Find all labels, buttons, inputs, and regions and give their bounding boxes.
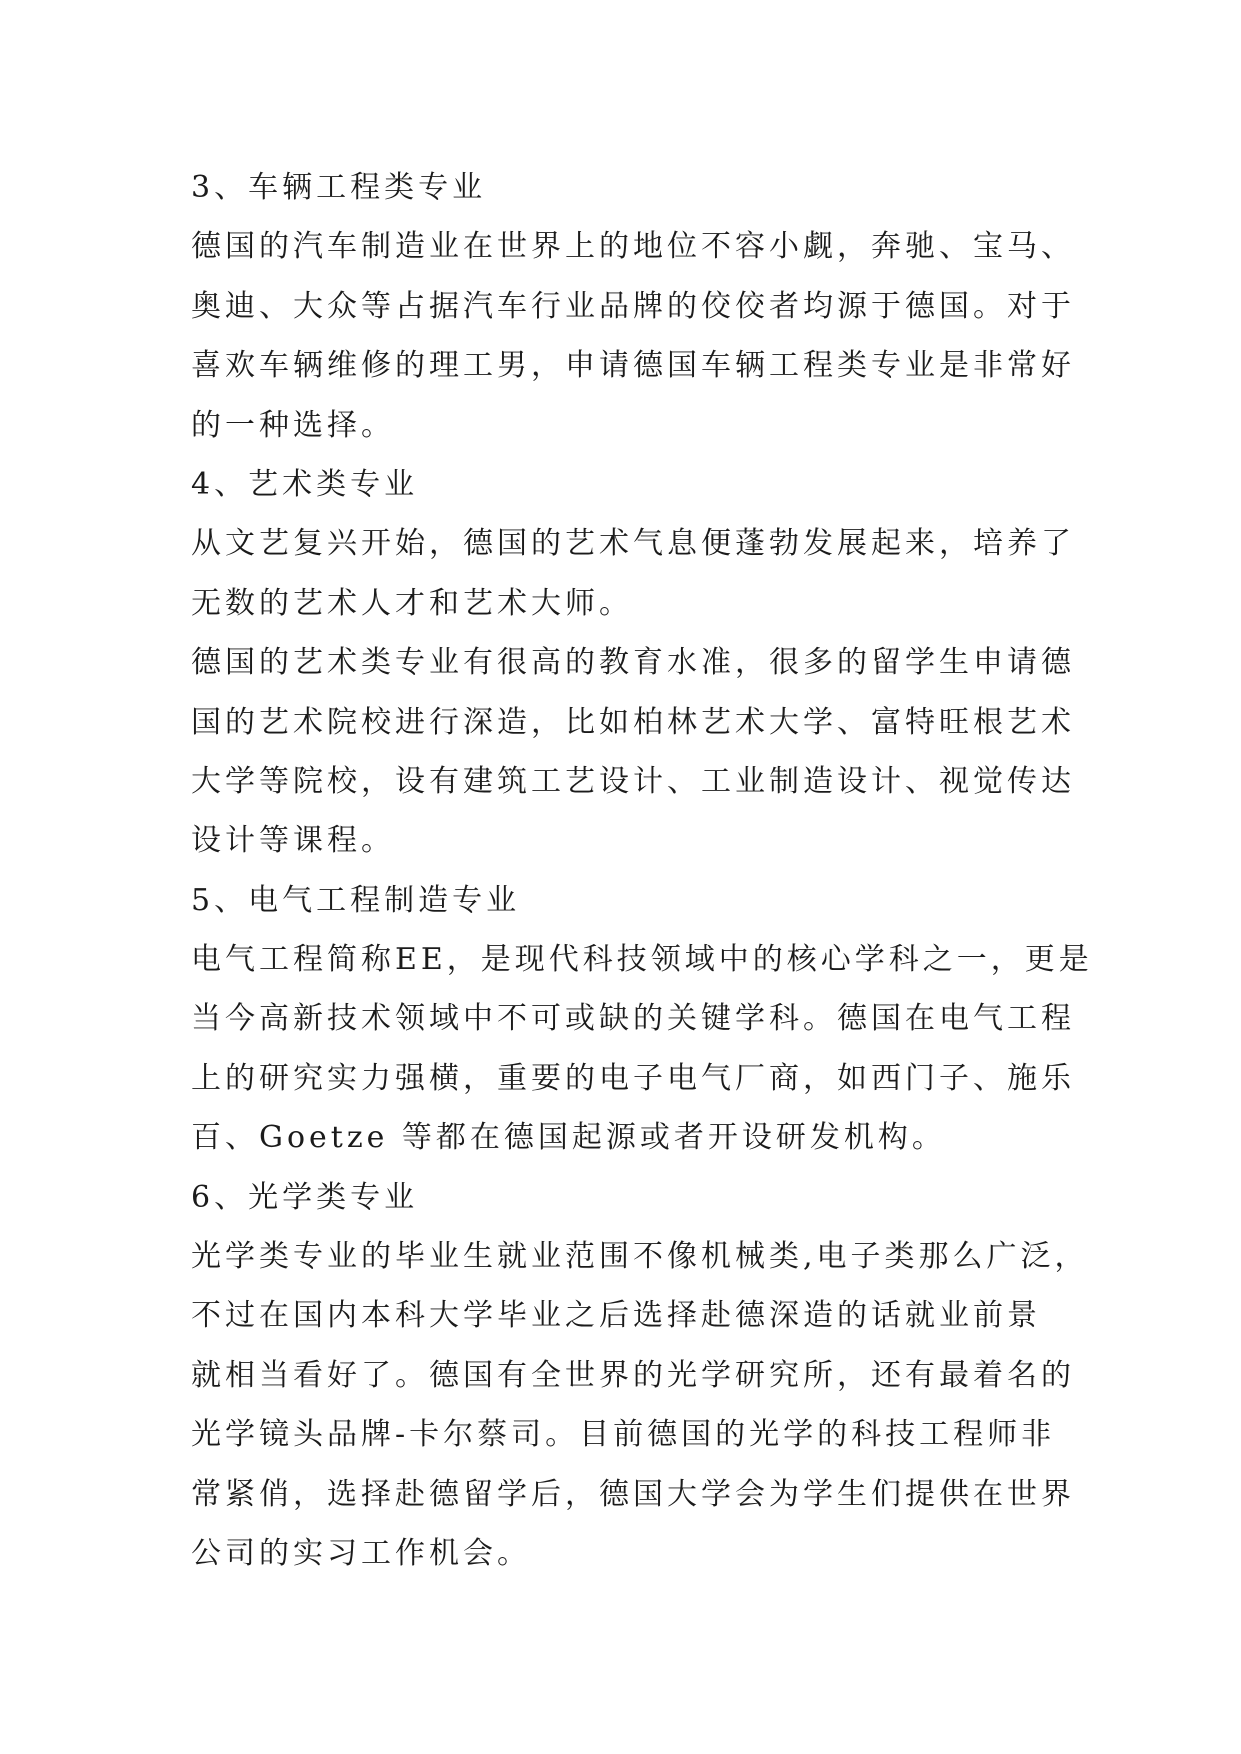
paragraph-line: 设计等课程。 xyxy=(191,823,395,859)
section-heading-optics: 6、光学类专业 xyxy=(191,1179,419,1215)
paragraph-line: 就相当看好了。德国有全世界的光学研究所，还有最着名的 xyxy=(191,1357,1075,1393)
paragraph-line: 德国的汽车制造业在世界上的地位不容小觑，奔驰、宝马、 xyxy=(191,229,1075,265)
paragraph-line: 的一种选择。 xyxy=(191,407,395,443)
paragraph-line: 电气工程简称EE，是现代科技领域中的核心学科之一，更是 xyxy=(191,942,1093,978)
paragraph-line: 无数的艺术人才和艺术大师。 xyxy=(191,585,633,621)
document-body xyxy=(191,158,1191,1583)
paragraph-line: 奥迪、大众等占据汽车行业品牌的佼佼者均源于德国。对于 xyxy=(191,288,1075,324)
paragraph-line: 公司的实习工作机会。 xyxy=(191,1535,531,1571)
paragraph-line: 常紧俏，选择赴德留学后，德国大学会为学生们提供在世界 xyxy=(191,1476,1075,1512)
paragraph-line: 大学等院校，设有建筑工艺设计、工业制造设计、视觉传达 xyxy=(191,763,1075,799)
paragraph-line: 国的艺术院校进行深造，比如柏林艺术大学、富特旺根艺术 xyxy=(191,704,1075,740)
paragraph-line: 德国的艺术类专业有很高的教育水准，很多的留学生申请德 xyxy=(191,645,1075,681)
paragraph-line: 当今高新技术领域中不可或缺的关键学科。德国在电气工程 xyxy=(191,1001,1075,1037)
paragraph-line: 光学类专业的毕业生就业范围不像机械类,电子类那么广泛， xyxy=(191,1239,1089,1275)
section-heading-art: 4、艺术类专业 xyxy=(191,466,419,502)
paragraph-line: 从文艺复兴开始，德国的艺术气息便蓬勃发展起来，培养了 xyxy=(191,526,1075,562)
paragraph-line: 不过在国内本科大学毕业之后选择赴德深造的话就业前景 xyxy=(191,1298,1041,1334)
paragraph-line: 百、Goetze 等都在德国起源或者开设研发机构。 xyxy=(191,1120,946,1156)
paragraph-line: 光学镜头品牌-卡尔蔡司。目前德国的光学的科技工程师非 xyxy=(191,1417,1056,1453)
paragraph-line: 上的研究实力强横，重要的电子电气厂商，如西门子、施乐 xyxy=(191,1060,1075,1096)
section-heading-electrical-engineering: 5、电气工程制造专业 xyxy=(191,882,521,918)
section-heading-vehicle-engineering: 3、车辆工程类专业 xyxy=(191,170,487,205)
paragraph-line: 喜欢车辆维修的理工男，申请德国车辆工程类专业是非常好 xyxy=(191,348,1075,384)
